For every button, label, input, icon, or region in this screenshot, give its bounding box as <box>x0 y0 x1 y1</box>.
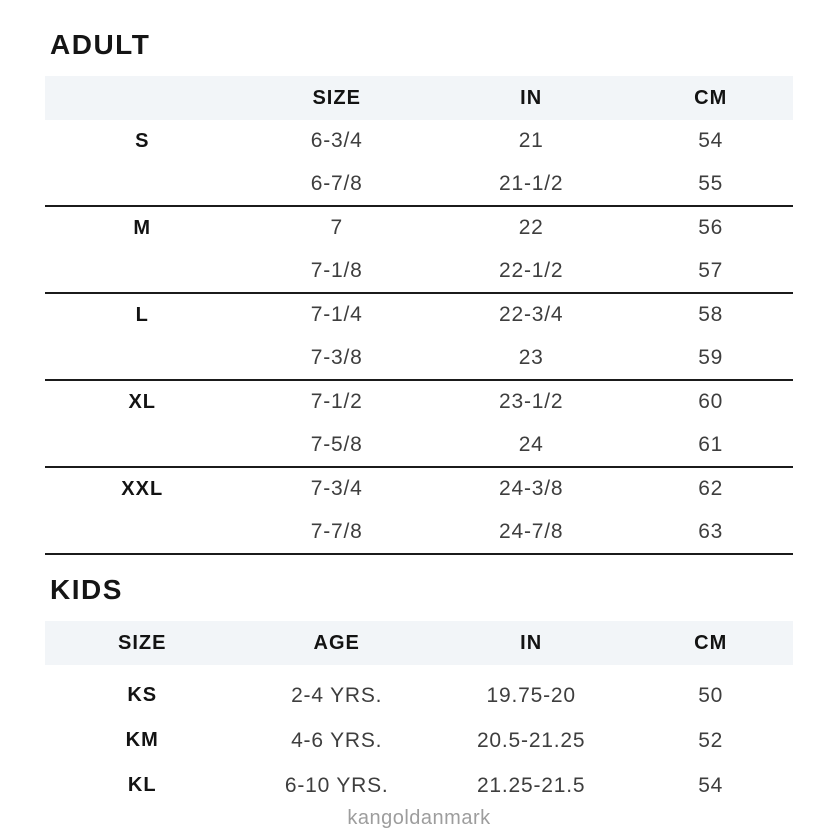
adult-section-title: ADULT <box>50 29 151 60</box>
size-value: 7-1/2 <box>310 390 363 414</box>
size-label: XL <box>128 390 157 413</box>
table-row <box>45 673 793 718</box>
size-label: L <box>135 303 149 326</box>
table-row <box>45 294 793 337</box>
adult-group-xl <box>45 381 793 468</box>
adult-table-header <box>45 76 793 120</box>
adult-group-m <box>45 207 793 294</box>
cm-value: 60 <box>698 390 724 414</box>
table-row <box>45 718 793 763</box>
size-value: 6-3/4 <box>310 129 363 153</box>
in-value: 22 <box>518 216 544 240</box>
table-row <box>45 337 793 380</box>
watermark-text: kangoldanmark <box>347 807 491 829</box>
kids-table-body <box>45 673 793 808</box>
table-row <box>45 207 793 250</box>
kids-header-size: SIZE <box>118 631 167 654</box>
table-row <box>45 763 793 808</box>
age-value: 4-6 YRS. <box>291 728 383 752</box>
kids-header-cm: CM <box>694 631 728 654</box>
in-value: 23-1/2 <box>498 390 564 414</box>
table-row <box>45 511 793 554</box>
size-label: M <box>133 216 152 239</box>
cm-value: 57 <box>698 258 724 282</box>
table-row <box>45 468 793 511</box>
adult-header-in: IN <box>520 86 543 109</box>
cm-value: 50 <box>698 683 724 707</box>
cm-value: 52 <box>698 728 724 752</box>
size-value: 7-3/4 <box>310 477 363 501</box>
size-value: 7-3/8 <box>310 345 363 369</box>
size-value: 6-7/8 <box>310 171 363 195</box>
in-value: 19.75-20 <box>486 683 576 707</box>
age-value: 2-4 YRS. <box>291 683 383 707</box>
cm-value: 54 <box>698 773 724 797</box>
adult-header-cm: CM <box>694 86 728 109</box>
kids-header-in: IN <box>520 631 543 654</box>
size-value: 7 <box>330 216 343 240</box>
cm-value: 63 <box>698 519 724 543</box>
cm-value: 56 <box>698 216 724 240</box>
size-value: 7-7/8 <box>310 519 363 543</box>
in-value: 24-3/8 <box>498 477 564 501</box>
table-row <box>45 120 793 163</box>
size-label: KS <box>127 684 158 706</box>
size-label: KM <box>125 729 159 751</box>
table-row <box>45 163 793 206</box>
size-value: 7-1/4 <box>310 303 363 327</box>
size-label: S <box>135 129 150 152</box>
size-value: 7-5/8 <box>310 432 363 456</box>
adult-group-xxl <box>45 468 793 555</box>
adult-group-s <box>45 120 793 207</box>
in-value: 21 <box>518 129 544 153</box>
size-label: KL <box>127 774 157 796</box>
size-value: 7-1/8 <box>310 258 363 282</box>
in-value: 21.25-21.5 <box>476 773 586 797</box>
cm-value: 61 <box>698 432 724 456</box>
cm-value: 59 <box>698 345 724 369</box>
size-label: XXL <box>121 477 164 500</box>
cm-value: 62 <box>698 477 724 501</box>
kids-section-title: KIDS <box>50 574 123 605</box>
in-value: 24 <box>518 432 544 456</box>
table-row <box>45 424 793 467</box>
in-value: 24-7/8 <box>498 519 564 543</box>
adult-header-size: SIZE <box>312 86 361 109</box>
kids-size-table <box>45 621 793 808</box>
kids-header-age: AGE <box>313 631 360 654</box>
in-value: 23 <box>518 345 544 369</box>
cm-value: 55 <box>698 171 724 195</box>
age-value: 6-10 YRS. <box>284 773 389 797</box>
kids-table-header <box>45 621 793 665</box>
table-row <box>45 381 793 424</box>
in-value: 20.5-21.25 <box>476 728 586 752</box>
table-row <box>45 250 793 293</box>
cm-value: 54 <box>698 129 724 153</box>
in-value: 21-1/2 <box>498 171 564 195</box>
cm-value: 58 <box>698 303 724 327</box>
adult-group-l <box>45 294 793 381</box>
in-value: 22-3/4 <box>498 303 564 327</box>
adult-size-table <box>45 76 793 555</box>
in-value: 22-1/2 <box>498 258 564 282</box>
